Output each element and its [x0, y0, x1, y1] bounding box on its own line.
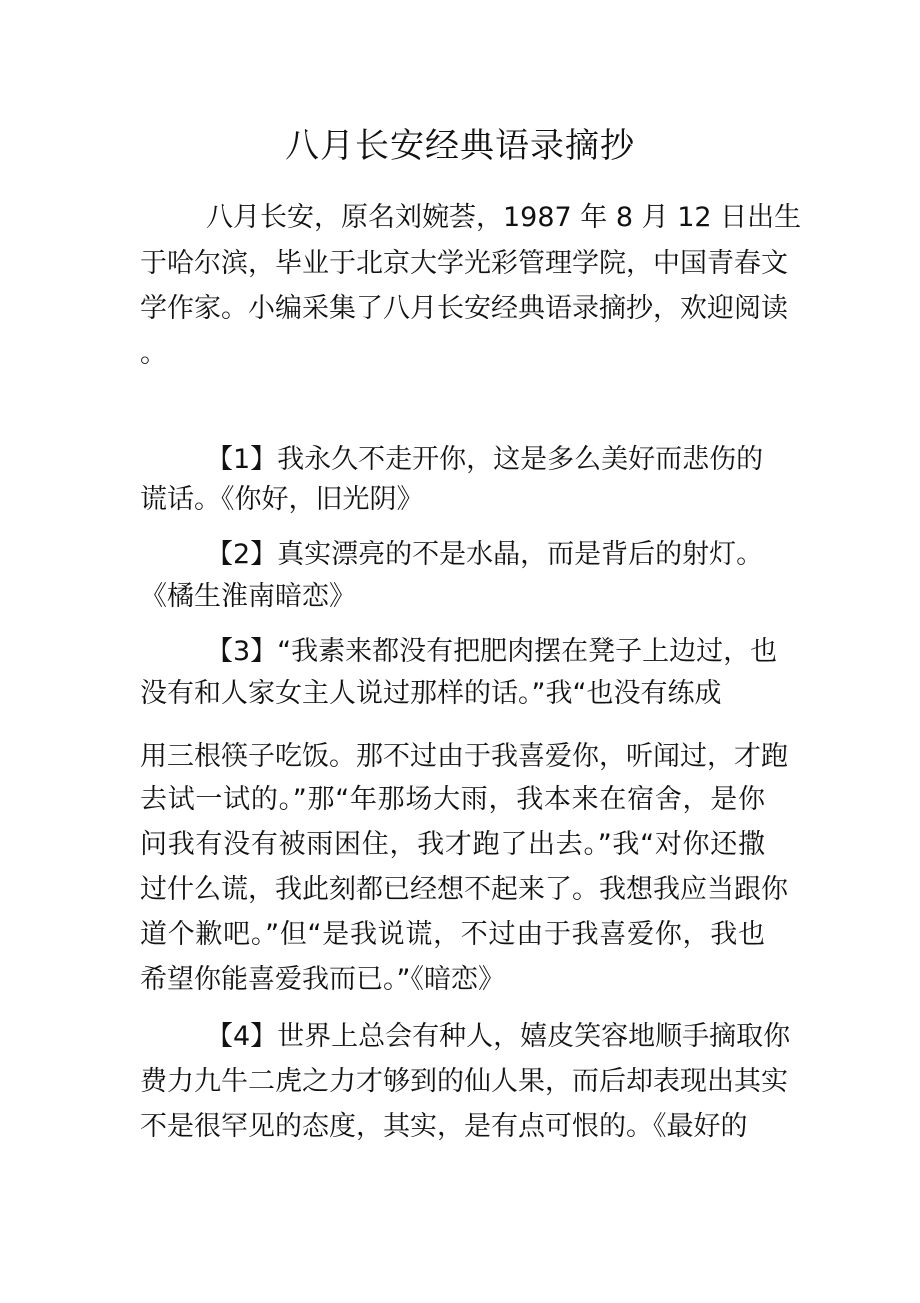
- quote-3-line: 用三根筷子吃饭。那不过由于我喜爱你，听闻过，才跑: [140, 741, 788, 772]
- quote-3-line: 没有和人家女主人说过那样的话。”我“也没有练成: [140, 678, 722, 709]
- quote-4-line: 费力九牛二虎之力才够到的仙人果，而后却表现出其实: [140, 1066, 788, 1097]
- quote-3-line: 过什么谎，我此刻都已经想不起来了。我想我应当跟你: [140, 874, 788, 905]
- intro-line: 于哈尔滨，毕业于北京大学光彩管理学院，中国青春文: [140, 248, 788, 279]
- quote-2-line: 【2】真实漂亮的不是水晶，而是背后的射灯。: [206, 539, 764, 570]
- quote-1-line: 谎话。《你好，旧光阴》: [140, 484, 424, 515]
- quote-3-line: 希望你能喜爱我而已。”《暗恋》: [140, 964, 505, 995]
- intro-line: 学作家。小编采集了八月长安经典语录摘抄，欢迎阅读: [140, 293, 788, 324]
- intro-line: 八月长安，原名刘婉荟，1987 年 8 月 12 日出生: [206, 202, 802, 233]
- intro-line: 。: [140, 338, 167, 369]
- quote-3-line: 【3】“我素来都没有把肥肉摆在凳子上边过，也: [206, 636, 778, 667]
- quote-3-line: 去试一试的。”那“年那场大雨，我本来在宿舍，是你: [140, 784, 765, 815]
- quote-3-line: 问我有没有被雨困住，我才跑了出去。”我“对你还撒: [140, 829, 765, 860]
- document-title: 八月长安经典语录摘抄: [285, 126, 635, 166]
- quote-2-line: 《橘生淮南暗恋》: [140, 581, 356, 612]
- quote-4-line: 【4】世界上总会有种人，嬉皮笑容地顺手摘取你: [206, 1021, 791, 1052]
- quote-4-line: 不是很罕见的态度，其实，是有点可恨的。《最好的: [140, 1111, 748, 1142]
- quote-1-line: 【1】我永久不走开你，这是多么美好而悲伤的: [206, 444, 764, 475]
- quote-3-line: 道个歉吧。”但“是我说谎，不过由于我喜爱你，我也: [140, 919, 765, 950]
